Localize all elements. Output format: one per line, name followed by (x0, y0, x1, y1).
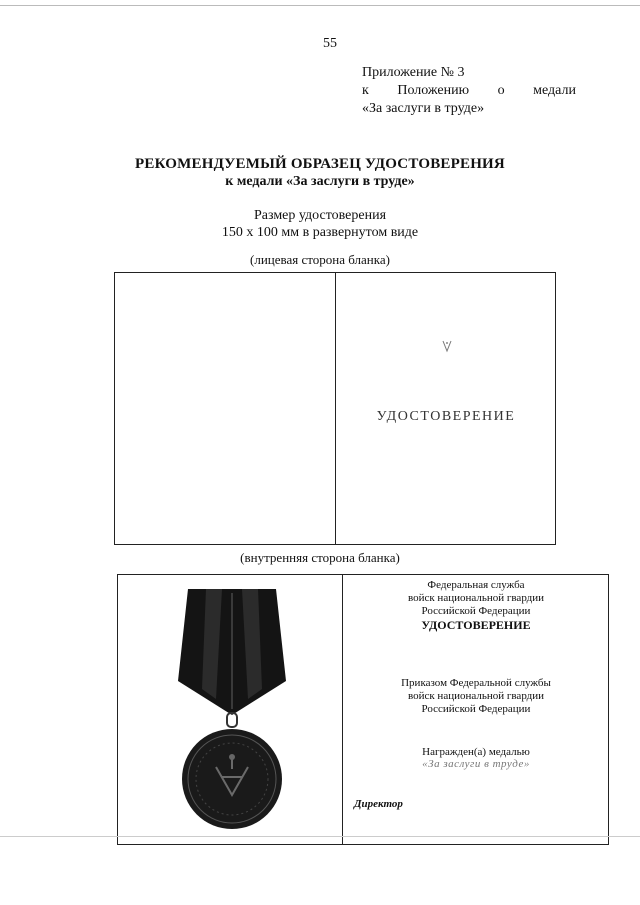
face-title: УДОСТОВЕРЕНИЕ (376, 409, 516, 424)
scan-edge-top (0, 5, 640, 6)
size-value: 150 х 100 мм в развернутом виде (221, 225, 419, 240)
panel-divider (342, 575, 343, 844)
appendix-word: Положению (397, 83, 470, 98)
issuing-organization (344, 579, 608, 618)
scan-edge-bottom (0, 836, 640, 837)
order-line: Приказом Федеральной службы (401, 677, 551, 689)
appendix-line1: Приложение № 3 (362, 65, 465, 80)
face-side-caption: (лицевая сторона бланка) (250, 252, 390, 267)
order-text (344, 677, 608, 716)
panel-divider (335, 273, 336, 544)
emblem-icon (441, 339, 453, 358)
org-line: войск национальной гвардии (407, 592, 545, 604)
inner-side-panel (117, 574, 609, 845)
face-side-panel (114, 272, 556, 545)
appendix-line2 (362, 82, 576, 100)
awarded-label: Награжден(а) медалью (422, 746, 530, 758)
inner-right-page (344, 575, 608, 844)
appendix-word: медали (533, 83, 576, 98)
appendix-word: о (497, 83, 505, 98)
order-line: Российской Федерации (421, 703, 531, 715)
org-line: Федеральная служба (427, 579, 525, 591)
appendix-line3: «За заслуги в труде» (362, 101, 485, 116)
page-number: 55 (323, 36, 337, 51)
director-label: Директор (354, 798, 403, 810)
medal-image (172, 589, 292, 844)
appendix-reference (362, 64, 576, 118)
size-label: Размер удостоверения (253, 208, 387, 223)
certificate-title: УДОСТОВЕРЕНИЕ (421, 618, 531, 632)
document-title: РЕКОМЕНДУЕМЫЙ ОБРАЗЕЦ УДОСТОВЕРЕНИЯ (135, 156, 505, 172)
appendix-word: к (362, 83, 369, 98)
document-subtitle: к медали «За заслуги в труде» (225, 174, 415, 189)
org-line: Российской Федерации (421, 605, 531, 617)
medal-name-handwritten: «За заслуги в труде» (422, 758, 530, 770)
order-line: войск национальной гвардии (407, 690, 545, 702)
inner-side-caption: (внутренняя сторона бланка) (240, 550, 400, 565)
